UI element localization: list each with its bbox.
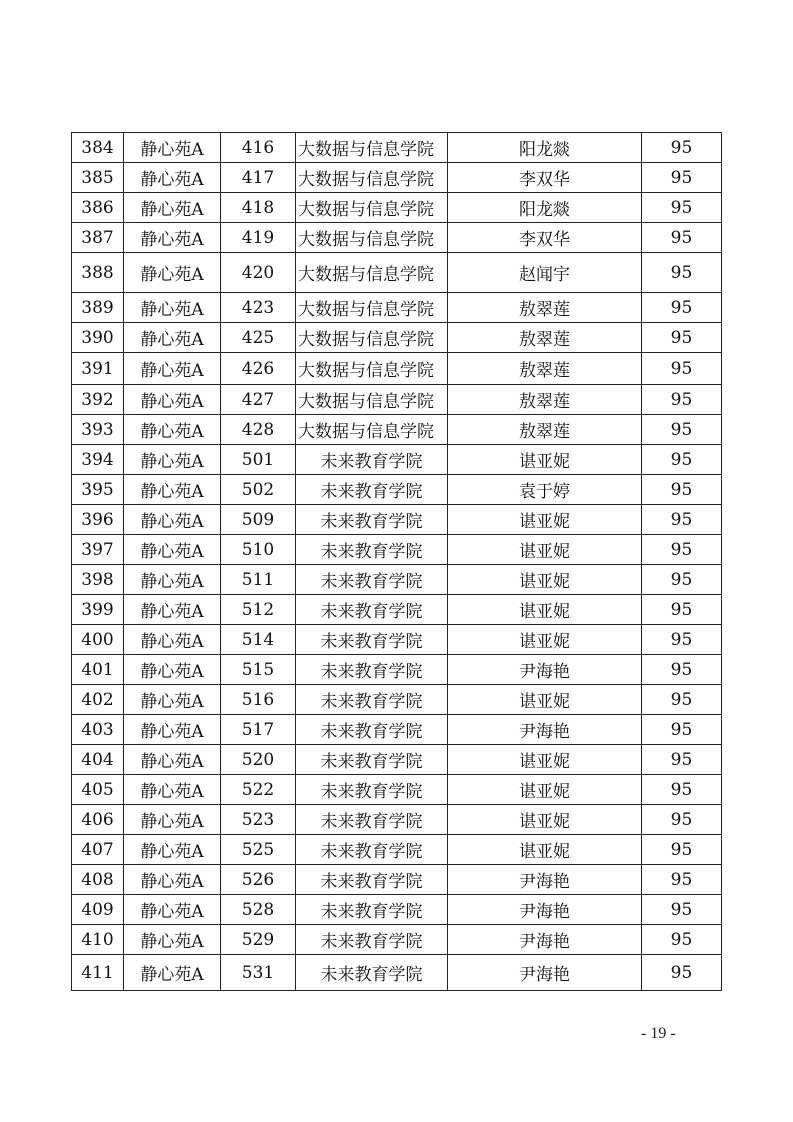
building-cell: 静心苑A [124, 385, 221, 415]
room-number-cell: 501 [221, 445, 296, 475]
score-cell: 95 [642, 655, 722, 685]
table-row [72, 805, 722, 835]
score-cell: 95 [642, 253, 722, 293]
student-name-cell: 谌亚妮 [448, 805, 642, 835]
student-name-cell: 尹海艳 [448, 655, 642, 685]
building-cell: 静心苑A [124, 835, 221, 865]
room-number-cell: 511 [221, 565, 296, 595]
score-cell: 95 [642, 385, 722, 415]
student-name-cell: 谌亚妮 [448, 775, 642, 805]
building-cell: 静心苑A [124, 133, 221, 163]
student-name-cell: 尹海艳 [448, 895, 642, 925]
college-cell: 大数据与信息学院 [296, 293, 448, 323]
row-number-cell: 384 [72, 133, 124, 163]
room-number-cell: 418 [221, 193, 296, 223]
college-cell: 大数据与信息学院 [296, 353, 448, 385]
college-cell: 未来教育学院 [296, 505, 448, 535]
room-number-cell: 520 [221, 745, 296, 775]
table-row [72, 475, 722, 505]
score-cell: 95 [642, 595, 722, 625]
student-name-cell: 尹海艳 [448, 715, 642, 745]
score-cell: 95 [642, 223, 722, 253]
row-number-cell: 395 [72, 475, 124, 505]
college-cell: 未来教育学院 [296, 805, 448, 835]
table-row [72, 415, 722, 445]
college-cell: 未来教育学院 [296, 745, 448, 775]
college-cell: 未来教育学院 [296, 475, 448, 505]
building-cell: 静心苑A [124, 865, 221, 895]
room-number-cell: 529 [221, 925, 296, 955]
student-name-cell: 尹海艳 [448, 955, 642, 991]
student-name-cell: 谌亚妮 [448, 745, 642, 775]
building-cell: 静心苑A [124, 805, 221, 835]
student-name-cell: 敖翠莲 [448, 415, 642, 445]
college-cell: 未来教育学院 [296, 865, 448, 895]
building-cell: 静心苑A [124, 895, 221, 925]
college-cell: 未来教育学院 [296, 955, 448, 991]
row-number-cell: 386 [72, 193, 124, 223]
room-number-cell: 514 [221, 625, 296, 655]
score-cell: 95 [642, 745, 722, 775]
room-number-cell: 425 [221, 323, 296, 353]
room-number-cell: 517 [221, 715, 296, 745]
college-cell: 未来教育学院 [296, 655, 448, 685]
building-cell: 静心苑A [124, 655, 221, 685]
score-cell: 95 [642, 835, 722, 865]
student-name-cell: 谌亚妮 [448, 535, 642, 565]
student-name-cell: 谌亚妮 [448, 625, 642, 655]
building-cell: 静心苑A [124, 625, 221, 655]
room-number-cell: 516 [221, 685, 296, 715]
table-row [72, 193, 722, 223]
college-cell: 未来教育学院 [296, 925, 448, 955]
score-cell: 95 [642, 625, 722, 655]
table-row [72, 323, 722, 353]
college-cell: 未来教育学院 [296, 445, 448, 475]
row-number-cell: 385 [72, 163, 124, 193]
room-number-cell: 512 [221, 595, 296, 625]
score-cell: 95 [642, 715, 722, 745]
room-number-cell: 420 [221, 253, 296, 293]
college-cell: 未来教育学院 [296, 715, 448, 745]
student-name-cell: 袁于婷 [448, 475, 642, 505]
row-number-cell: 409 [72, 895, 124, 925]
row-number-cell: 392 [72, 385, 124, 415]
college-cell: 大数据与信息学院 [296, 323, 448, 353]
student-name-cell: 谌亚妮 [448, 685, 642, 715]
table-row [72, 385, 722, 415]
room-number-cell: 509 [221, 505, 296, 535]
table-row [72, 955, 722, 991]
row-number-cell: 388 [72, 253, 124, 293]
building-cell: 静心苑A [124, 565, 221, 595]
student-name-cell: 敖翠莲 [448, 385, 642, 415]
row-number-cell: 393 [72, 415, 124, 445]
building-cell: 静心苑A [124, 163, 221, 193]
score-cell: 95 [642, 293, 722, 323]
room-number-cell: 416 [221, 133, 296, 163]
room-number-cell: 427 [221, 385, 296, 415]
building-cell: 静心苑A [124, 775, 221, 805]
building-cell: 静心苑A [124, 323, 221, 353]
row-number-cell: 398 [72, 565, 124, 595]
dormitory-score-table [71, 132, 722, 991]
table-row [72, 565, 722, 595]
row-number-cell: 407 [72, 835, 124, 865]
student-name-cell: 尹海艳 [448, 865, 642, 895]
score-cell: 95 [642, 775, 722, 805]
table-row [72, 133, 722, 163]
room-number-cell: 528 [221, 895, 296, 925]
score-cell: 95 [642, 323, 722, 353]
student-name-cell: 李双华 [448, 223, 642, 253]
table-row [72, 163, 722, 193]
score-cell: 95 [642, 445, 722, 475]
room-number-cell: 428 [221, 415, 296, 445]
building-cell: 静心苑A [124, 745, 221, 775]
row-number-cell: 410 [72, 925, 124, 955]
college-cell: 未来教育学院 [296, 775, 448, 805]
building-cell: 静心苑A [124, 293, 221, 323]
table-row [72, 535, 722, 565]
table-row [72, 895, 722, 925]
table-row [72, 925, 722, 955]
student-name-cell: 阳龙燚 [448, 193, 642, 223]
score-cell: 95 [642, 475, 722, 505]
student-name-cell: 阳龙燚 [448, 133, 642, 163]
table-row [72, 715, 722, 745]
score-cell: 95 [642, 535, 722, 565]
college-cell: 未来教育学院 [296, 685, 448, 715]
room-number-cell: 526 [221, 865, 296, 895]
table-row [72, 445, 722, 475]
table-row [72, 353, 722, 385]
table-row [72, 835, 722, 865]
score-cell: 95 [642, 505, 722, 535]
row-number-cell: 404 [72, 745, 124, 775]
building-cell: 静心苑A [124, 685, 221, 715]
room-number-cell: 523 [221, 805, 296, 835]
college-cell: 大数据与信息学院 [296, 163, 448, 193]
room-number-cell: 531 [221, 955, 296, 991]
score-cell: 95 [642, 415, 722, 445]
row-number-cell: 405 [72, 775, 124, 805]
table-row [72, 865, 722, 895]
college-cell: 未来教育学院 [296, 535, 448, 565]
score-cell: 95 [642, 925, 722, 955]
building-cell: 静心苑A [124, 955, 221, 991]
table-body [72, 133, 722, 991]
student-name-cell: 谌亚妮 [448, 565, 642, 595]
student-name-cell: 尹海艳 [448, 925, 642, 955]
score-cell: 95 [642, 895, 722, 925]
student-name-cell: 敖翠莲 [448, 353, 642, 385]
college-cell: 未来教育学院 [296, 895, 448, 925]
building-cell: 静心苑A [124, 445, 221, 475]
building-cell: 静心苑A [124, 415, 221, 445]
row-number-cell: 406 [72, 805, 124, 835]
building-cell: 静心苑A [124, 353, 221, 385]
student-name-cell: 敖翠莲 [448, 293, 642, 323]
row-number-cell: 389 [72, 293, 124, 323]
college-cell: 大数据与信息学院 [296, 223, 448, 253]
score-cell: 95 [642, 805, 722, 835]
score-cell: 95 [642, 163, 722, 193]
row-number-cell: 411 [72, 955, 124, 991]
score-cell: 95 [642, 193, 722, 223]
room-number-cell: 502 [221, 475, 296, 505]
page-number: - 19 - [641, 1025, 676, 1042]
building-cell: 静心苑A [124, 535, 221, 565]
college-cell: 大数据与信息学院 [296, 415, 448, 445]
student-name-cell: 谌亚妮 [448, 595, 642, 625]
score-cell: 95 [642, 133, 722, 163]
room-number-cell: 426 [221, 353, 296, 385]
building-cell: 静心苑A [124, 595, 221, 625]
table-row [72, 625, 722, 655]
student-name-cell: 谌亚妮 [448, 835, 642, 865]
building-cell: 静心苑A [124, 715, 221, 745]
room-number-cell: 417 [221, 163, 296, 193]
table-row [72, 775, 722, 805]
table-row [72, 505, 722, 535]
score-cell: 95 [642, 353, 722, 385]
row-number-cell: 396 [72, 505, 124, 535]
building-cell: 静心苑A [124, 253, 221, 293]
college-cell: 大数据与信息学院 [296, 193, 448, 223]
row-number-cell: 401 [72, 655, 124, 685]
student-name-cell: 敖翠莲 [448, 323, 642, 353]
room-number-cell: 510 [221, 535, 296, 565]
room-number-cell: 419 [221, 223, 296, 253]
building-cell: 静心苑A [124, 193, 221, 223]
student-name-cell: 谌亚妮 [448, 505, 642, 535]
table-row [72, 595, 722, 625]
row-number-cell: 394 [72, 445, 124, 475]
score-cell: 95 [642, 685, 722, 715]
building-cell: 静心苑A [124, 925, 221, 955]
row-number-cell: 400 [72, 625, 124, 655]
row-number-cell: 397 [72, 535, 124, 565]
table-row [72, 223, 722, 253]
room-number-cell: 515 [221, 655, 296, 685]
table-row [72, 655, 722, 685]
table-row [72, 685, 722, 715]
building-cell: 静心苑A [124, 505, 221, 535]
college-cell: 未来教育学院 [296, 595, 448, 625]
room-number-cell: 423 [221, 293, 296, 323]
row-number-cell: 391 [72, 353, 124, 385]
table-row [72, 745, 722, 775]
college-cell: 未来教育学院 [296, 835, 448, 865]
row-number-cell: 390 [72, 323, 124, 353]
row-number-cell: 387 [72, 223, 124, 253]
college-cell: 大数据与信息学院 [296, 385, 448, 415]
table-row [72, 253, 722, 293]
row-number-cell: 403 [72, 715, 124, 745]
building-cell: 静心苑A [124, 223, 221, 253]
room-number-cell: 525 [221, 835, 296, 865]
college-cell: 大数据与信息学院 [296, 253, 448, 293]
college-cell: 未来教育学院 [296, 565, 448, 595]
table-row [72, 293, 722, 323]
row-number-cell: 408 [72, 865, 124, 895]
college-cell: 大数据与信息学院 [296, 133, 448, 163]
room-number-cell: 522 [221, 775, 296, 805]
student-name-cell: 李双华 [448, 163, 642, 193]
student-name-cell: 赵闻宇 [448, 253, 642, 293]
row-number-cell: 402 [72, 685, 124, 715]
college-cell: 未来教育学院 [296, 625, 448, 655]
score-cell: 95 [642, 565, 722, 595]
student-name-cell: 谌亚妮 [448, 445, 642, 475]
score-cell: 95 [642, 955, 722, 991]
score-cell: 95 [642, 865, 722, 895]
row-number-cell: 399 [72, 595, 124, 625]
building-cell: 静心苑A [124, 475, 221, 505]
